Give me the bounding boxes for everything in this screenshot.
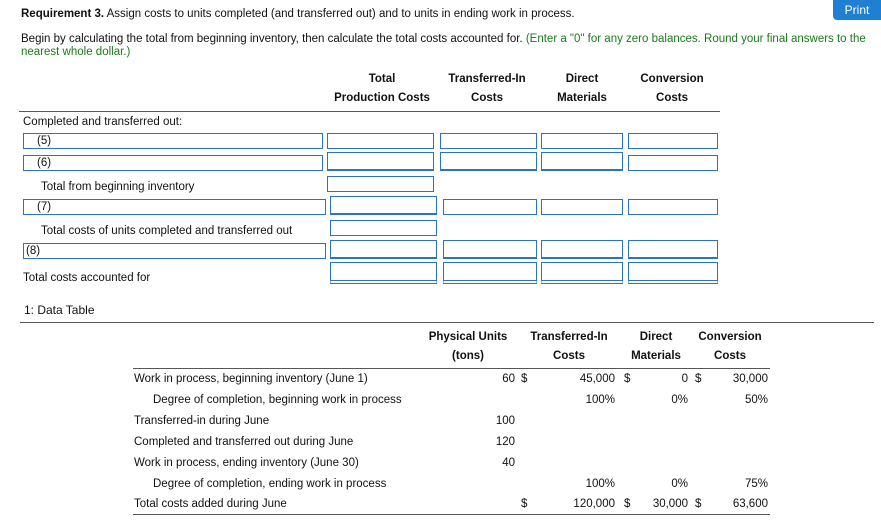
total-accounted-transferred-in-input[interactable] bbox=[443, 262, 537, 284]
dt-units-value: 40 bbox=[502, 457, 515, 469]
row5-direct-materials-input[interactable] bbox=[541, 133, 623, 149]
dt-dm-value: 0% bbox=[671, 478, 688, 490]
dt-row-label: Degree of completion, ending work in process bbox=[153, 478, 387, 490]
row8-direct-materials-input[interactable] bbox=[541, 240, 623, 259]
total-beginning-input[interactable] bbox=[327, 176, 434, 192]
completed-header-label: Completed and transferred out: bbox=[23, 116, 183, 128]
col-transferred-in-header: Transferred-In Costs bbox=[448, 73, 526, 104]
dt-ti-currency: $ bbox=[521, 373, 528, 385]
data-table-divider bbox=[20, 322, 874, 323]
dt-conversion-header: Conversion Costs bbox=[698, 331, 762, 362]
dt-cc-currency: $ bbox=[695, 373, 702, 385]
dt-row-label: Completed and transferred out during June bbox=[134, 436, 354, 448]
dt-dm-currency: $ bbox=[624, 498, 631, 510]
row6-transferred-in-input[interactable] bbox=[440, 152, 537, 171]
requirement-label: Requirement 3. bbox=[21, 8, 105, 20]
requirement-text: Assign costs to units completed (and transferred out) and to units in ending work in process. bbox=[104, 8, 575, 20]
requirement-title bbox=[21, 8, 575, 20]
dt-dm-value: 0% bbox=[671, 394, 688, 406]
row8-total-input[interactable] bbox=[330, 240, 437, 259]
col-total-header: Total Production Costs bbox=[334, 73, 430, 104]
instructions-hint: (Enter a "0" for any zero balances. Round your final answers to the nearest whole dollar.) bbox=[21, 33, 866, 58]
row5-transferred-in-input[interactable] bbox=[440, 133, 537, 149]
dt-ti-currency: $ bbox=[521, 498, 528, 510]
row7-direct-materials-input[interactable] bbox=[541, 199, 623, 215]
row5-select[interactable]: (5) bbox=[23, 133, 323, 149]
dt-row-label: Work in process, ending inventory (June 30) bbox=[134, 457, 359, 469]
row7-select[interactable]: (7) bbox=[23, 199, 326, 215]
dt-dm-value: 30,000 bbox=[652, 498, 688, 510]
dt-row-label: Work in process, beginning inventory (June 1) bbox=[134, 373, 368, 385]
dt-cc-value: 63,600 bbox=[732, 498, 768, 510]
dt-cc-value: 30,000 bbox=[732, 373, 768, 385]
dt-ti-value: 45,000 bbox=[579, 373, 615, 385]
dt-ti-value: 100% bbox=[585, 478, 615, 490]
dt-cc-currency: $ bbox=[695, 498, 702, 510]
row6-select[interactable]: (6) bbox=[23, 155, 323, 171]
row7-total-input[interactable] bbox=[330, 196, 437, 215]
total-beginning-label: Total from beginning inventory bbox=[41, 181, 195, 193]
dt-transferred-in-header: Transferred-In Costs bbox=[530, 331, 608, 362]
instructions-main: Begin by calculating the total from beginning inventory, then calculate the total costs accounted for. bbox=[21, 33, 526, 45]
dt-dm-value: 0 bbox=[681, 373, 688, 385]
row7-transferred-in-input[interactable] bbox=[443, 199, 537, 215]
row8-transferred-in-input[interactable] bbox=[443, 240, 537, 259]
data-table-title: 1: Data Table bbox=[24, 303, 95, 317]
dt-units-value: 120 bbox=[495, 436, 515, 448]
dt-ti-value: 120,000 bbox=[573, 498, 615, 510]
row6-direct-materials-input[interactable] bbox=[541, 152, 623, 171]
dt-bottom-divider bbox=[133, 514, 770, 515]
dt-units-value: 60 bbox=[502, 373, 515, 385]
dt-units-value: 100 bbox=[495, 415, 515, 427]
dt-units-header: Physical Units (tons) bbox=[428, 331, 508, 362]
total-completed-label: Total costs of units completed and transferred out bbox=[41, 225, 293, 237]
total-completed-input[interactable] bbox=[330, 220, 437, 236]
print-button[interactable]: Print bbox=[833, 0, 881, 20]
dt-dm-currency: $ bbox=[624, 373, 631, 385]
dt-direct-materials-header: Direct Materials bbox=[631, 331, 681, 362]
row7-conversion-input[interactable] bbox=[628, 199, 718, 215]
dt-header-divider bbox=[133, 368, 770, 369]
row5-conversion-input[interactable] bbox=[628, 133, 718, 149]
row5-total-input[interactable] bbox=[327, 133, 434, 149]
dt-row-label: Degree of completion, beginning work in process bbox=[153, 394, 402, 406]
col-direct-materials-header: Direct Materials bbox=[557, 73, 607, 104]
header-divider bbox=[19, 111, 720, 112]
total-accounted-label: Total costs accounted for bbox=[23, 272, 151, 284]
dt-row-label: Transferred-in during June bbox=[134, 415, 270, 427]
dt-cc-value: 75% bbox=[744, 478, 768, 490]
row8-conversion-input[interactable] bbox=[628, 240, 718, 259]
row6-conversion-input[interactable] bbox=[628, 155, 718, 171]
col-conversion-header: Conversion Costs bbox=[640, 73, 704, 104]
total-accounted-total-input[interactable] bbox=[330, 262, 437, 284]
total-accounted-direct-materials-input[interactable] bbox=[541, 262, 623, 284]
row8-select[interactable]: (8) bbox=[23, 243, 326, 259]
dt-row-label: Total costs added during June bbox=[134, 498, 287, 510]
total-accounted-conversion-input[interactable] bbox=[628, 262, 718, 284]
dt-cc-value: 50% bbox=[744, 394, 768, 406]
row6-total-input[interactable] bbox=[327, 152, 434, 171]
instructions bbox=[21, 33, 881, 59]
dt-ti-value: 100% bbox=[585, 394, 615, 406]
